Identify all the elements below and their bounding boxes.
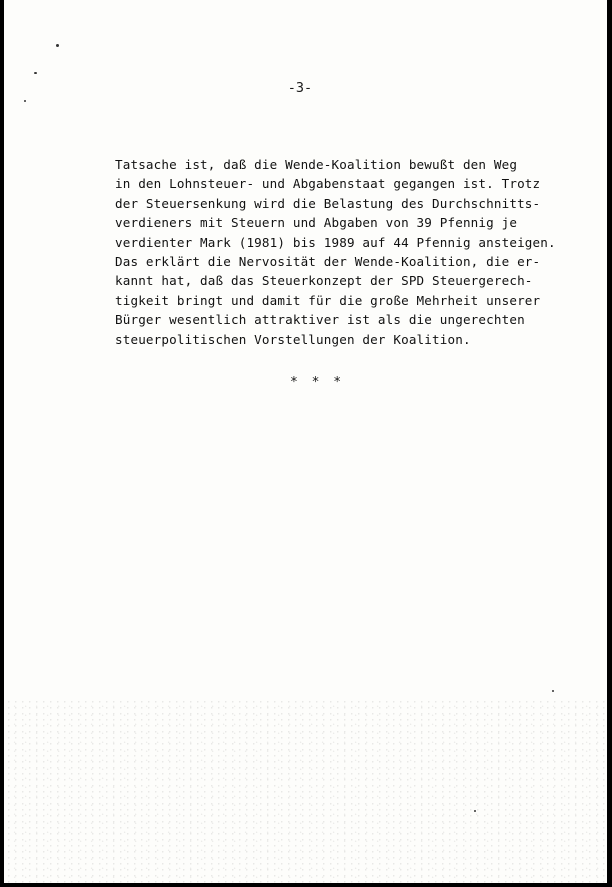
paragraph-line: Tatsache ist, daß die Wende-Koalition bewußt den Weg: [115, 157, 518, 172]
scan-speck: [56, 44, 59, 47]
paragraph-line: kannt hat, daß das Steuerkonzept der SPD Steuergerech-: [115, 273, 533, 289]
scan-speck: [24, 100, 26, 102]
body-paragraph: [115, 155, 585, 349]
scan-speck: [552, 690, 554, 692]
paper-sheet: [4, 0, 607, 883]
paragraph-line: Bürger wesentlich attraktiver ist als die ungerechten: [115, 312, 525, 328]
paragraph-line: der Steuersenkung wird die Belastung des Durchschnitts-: [115, 195, 541, 211]
page-number: -3-: [287, 80, 313, 96]
paragraph-line: in den Lohnsteuer- und Abgabenstaat gegangen ist. Trotz: [115, 176, 541, 192]
paragraph-line: Das erklärt die Nervosität der Wende-Koalition, die er-: [115, 254, 541, 270]
paragraph-line: steuerpolitischen Vorstellungen der Koalition.: [115, 331, 471, 347]
paragraph-line: verdieners mit Steuern und Abgaben von 39 Pfennig je: [115, 215, 518, 231]
paragraph-line: verdienter Mark (1981) bis 1989 auf 44 Pfennig ansteigen.: [115, 234, 556, 250]
paragraph-line: tigkeit bringt und damit für die große Mehrheit unserer: [115, 292, 541, 308]
scan-speck: [474, 810, 476, 812]
section-separator: * * *: [290, 375, 345, 390]
scan-speck: [34, 72, 37, 74]
scan-noise: [8, 700, 611, 883]
